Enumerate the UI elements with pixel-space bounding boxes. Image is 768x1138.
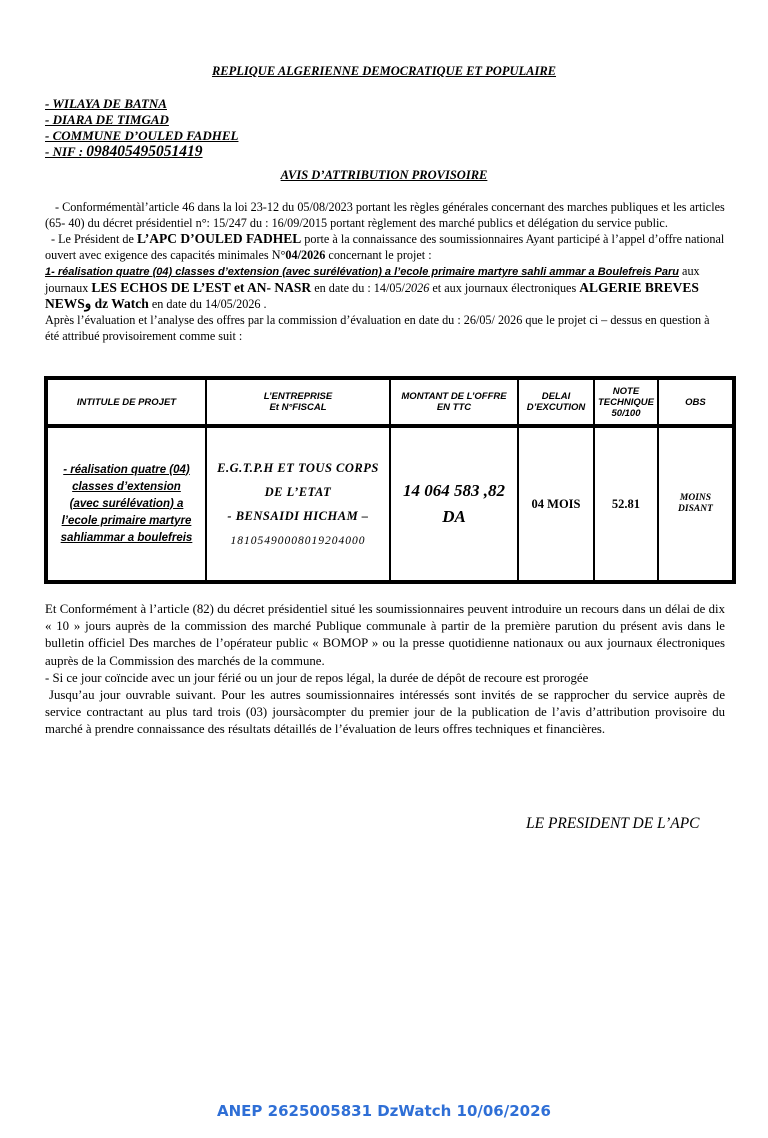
cell-note: 52.81	[594, 427, 658, 581]
project-reference: 1- réalisation quatre (04) classes d’extension (avec surélévation) a l’ecole primaire martyre sahli ammar a Boulefreis Paru	[45, 266, 679, 278]
header-obs: OBS	[658, 379, 733, 427]
cell-projet: - réalisation quatre (04) classes d’extension (avec surélévation) a l’ecole primaire martyre sahliammar a boulefreis	[47, 427, 206, 581]
republic-heading: REPLIQUE ALGERIENNE DEMOCRATIQUE ET POPULAIRE	[211, 64, 557, 78]
table-row	[47, 427, 733, 581]
tender-number: 04/2026	[285, 248, 326, 262]
intro-paragraph-evaluation: Après l’évaluation et l’analyse des offres par la commission d’évaluation en date du : 26/05/ 2026 que le projet ci – dessus en question à été attribué provisoirement comme suit :	[45, 313, 710, 343]
publication-footer: ANEP 2625005831 DzWatch 10/06/2026	[217, 1102, 551, 1120]
newspapers: LES ECHOS DE L’EST et AN- NASR	[91, 280, 312, 295]
cell-montant: 14 064 583 ,82 DA	[390, 427, 518, 581]
cell-delai: 04 MOIS	[518, 427, 594, 581]
header-note: NOTE TECHNIQUE 50/100	[594, 379, 658, 427]
cell-obs: MOINS DISANT	[658, 427, 733, 581]
fiscal-number: 181054900080192040​00	[230, 534, 366, 547]
recourse-paragraph: Et Conformément à l’article (82) du décret présidentiel situé les soumissionnaires peuvent introduire un recours dans un délai de dix « 10 » jours auprès de la commission des marché Publique communale à partir de la première parution du présent avis dans le bulletin officiel Des marches de l’opérateur public « BOMOP » ou la presse quotidienne nationaux ou aux journaux électroniques auprès de la Commission des marchés de la commune.	[45, 602, 725, 668]
intro-paragraph-legal: - Conformémentàl’article 46 dans la loi 23-12 du 05/08/2023 portant les règles générales concernant des marches publiques et les articles (65- 40) du décret présidentiel n°: 15/247 du : 16/09/2015 portant règlement des marché publics et délégation du service public.	[45, 200, 725, 230]
table-header-row	[47, 379, 733, 427]
electronic-newspapers: ALGERIE BREVES NEWSو dz Watch	[45, 280, 699, 311]
header-projet: INTITULE DE PROJET	[47, 379, 206, 427]
recourse-text	[45, 601, 725, 739]
commune-line: - COMMUNE D’OULED FADHEL	[45, 128, 239, 143]
administration-block	[45, 96, 238, 160]
nif-line	[45, 144, 238, 160]
other-bidders-paragraph: Jusqu’au jour ouvrable suivant. Pour les autres soumissionnaires intéressés sont invités de se rapprocher du service auprès de service contractant au plus tard trois (03) joursàcompter du premier jour de la publication de l’avis d’attribution provisoire du marché à prendre connaissance des résultats détaillés de l’évaluation de leurs offres techniques et financières.	[45, 688, 725, 737]
apc-name: L’APC D’OULED FADHEL	[136, 231, 302, 246]
holiday-paragraph: - Si ce jour coïncide avec un jour férié ou un jour de repos légal, la durée de dépôt de recoure est prorogée	[45, 670, 589, 685]
intro-text	[45, 199, 725, 344]
attribution-table	[44, 376, 736, 584]
daira-line: - DIARA DE TIMGAD	[45, 112, 169, 127]
header-entreprise: L’ENTREPRISE Et N°FISCAL	[206, 379, 390, 427]
cell-entreprise: E.G.T.P.H ET TOUS CORPS DE L’ETAT - BENSAIDI HICHAM – 181054900080192040​00	[206, 427, 390, 581]
intro-paragraph-tender: - Le Président de L’APC D’OULED FADHEL porte à la connaissance des soumissionnaires Ayant participé à l’appel d’offre national ouvert avec exigence des capacités minimales N°04/2026 concernant le projet : 1- réalisation quatre (04) classes d’extension (avec surélévation) a l’ecole primaire martyre sahli ammar a Boulefreis Paru aux journaux LES ECHOS DE L’EST et AN- NASR en date du : 14/05/2026 et aux journaux électroniques ALGERIE BREVES NEWSو dz Watch en date du 14/05/2026 .	[45, 231, 725, 311]
notice-title: AVIS D’ATTRIBUTION PROVISOIRE	[280, 168, 488, 182]
nif-label: - NIF :	[45, 144, 87, 159]
nif-number: 09840549505141​9	[86, 143, 203, 160]
signature-title: LE PRESIDENT DE L’APC	[526, 815, 700, 832]
header-delai: DELAI D’EXCUTION	[518, 379, 594, 427]
wilaya-line: - WILAYA DE BATNA	[45, 96, 167, 111]
header-montant: MONTANT DE L’OFFRE EN TTC	[390, 379, 518, 427]
